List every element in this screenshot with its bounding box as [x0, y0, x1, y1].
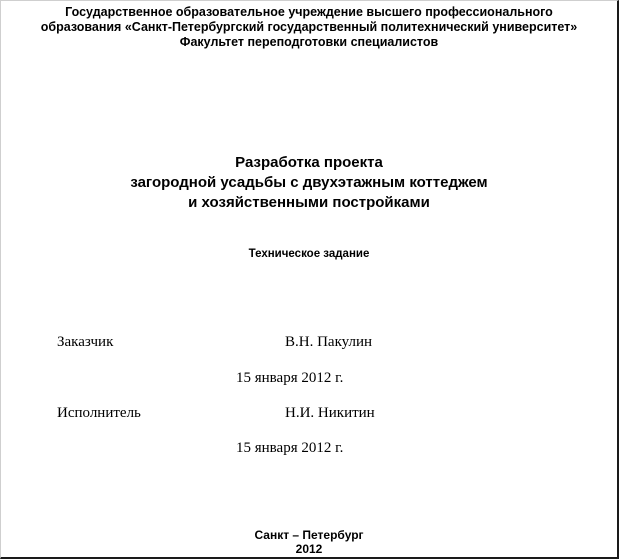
document-type: Техническое задание — [248, 248, 370, 260]
customer-name: В.Н. Пакулин — [285, 334, 373, 350]
contractor-name: Н.И. Никитин — [285, 405, 375, 421]
footer-city: Санкт – Петербург — [254, 528, 364, 542]
title-line-2: загородной усадьбы с двухэтажным коттеджем — [130, 174, 488, 191]
contractor-date: 15 января 2012 г. — [236, 440, 344, 456]
title-line-1: Разработка проекта — [235, 154, 383, 171]
header-line-3: Факультет переподготовки специалистов — [179, 35, 439, 49]
project-title — [1, 153, 617, 213]
customer-date: 15 января 2012 г. — [236, 370, 344, 386]
title-line-3: и хозяйственными постройками — [188, 194, 430, 211]
institution-header — [1, 5, 617, 50]
contractor-label: Исполнитель — [57, 405, 141, 421]
footer-year: 2012 — [295, 542, 323, 556]
header-line-2: образования «Санкт-Петербургский государственный политехнический университет» — [40, 20, 578, 34]
customer-label: Заказчик — [57, 334, 114, 350]
footer — [1, 528, 617, 556]
header-line-1: Государственное образовательное учреждение высшего профессионального — [65, 5, 553, 19]
